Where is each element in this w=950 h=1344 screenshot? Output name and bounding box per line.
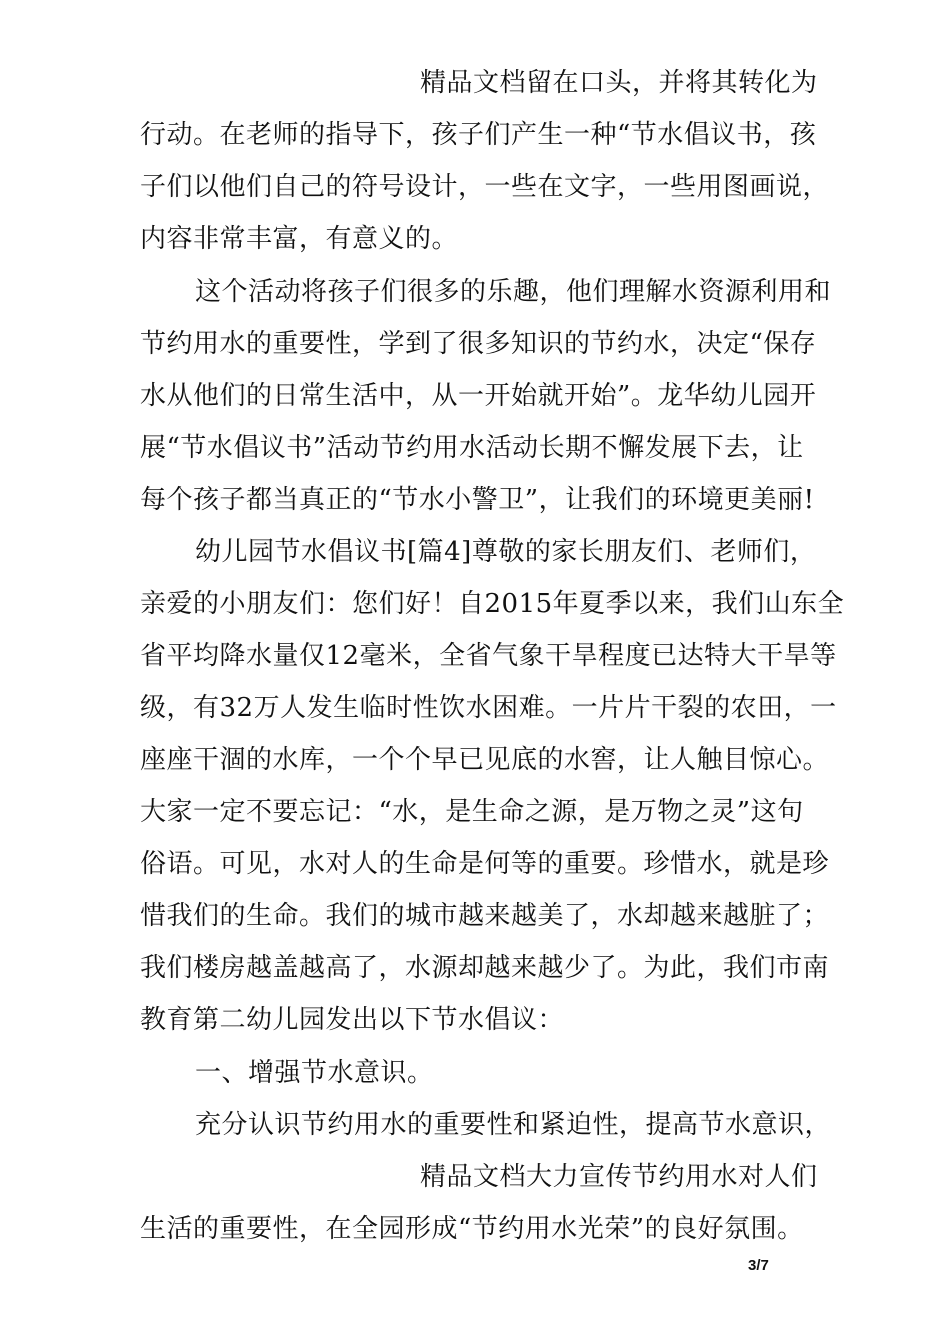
text-line: 大家一定不要忘记：“水，是生命之源，是万物之灵”这句 (140, 797, 804, 827)
text-line: 节约用水的重要性，学到了很多知识的节约水，决定“保存 (140, 329, 817, 359)
text-line-header-1: 精品文档留在口头，并将其转化为 (420, 68, 818, 98)
text-line: 生活的重要性，在全园形成“节约用水光荣”的良好氛围。 (140, 1214, 804, 1244)
paragraph-start: 幼儿园节水倡议书[篇4]尊敬的家长朋友们、老师们， (195, 537, 817, 567)
text-line: 座座干涸的水库，一个个早已见底的水窖，让人触目惊心。 (140, 745, 830, 775)
text-line: 惜我们的生命。我们的城市越来越美了，水却越来越脏了； (140, 901, 830, 931)
text-line: 教育第二幼儿园发出以下节水倡议： (140, 1005, 565, 1035)
text-line: 省平均降水量仅12毫米，全省气象干旱程度已达特大干旱等 (140, 641, 837, 671)
text-line: 我们楼房越盖越高了，水源却越来越少了。为此，我们市南 (140, 953, 830, 983)
page-number: 3/7 (748, 1257, 769, 1274)
text-line: 内容非常丰富，有意义的。 (140, 224, 459, 254)
paragraph-start: 这个活动将孩子们很多的乐趣，他们理解水资源利用和 (195, 277, 832, 307)
text-line-header-2: 精品文档大力宣传节约用水对人们 (420, 1162, 818, 1192)
text-line: 每个孩子都当真正的“节水小警卫”，让我们的环境更美丽! (140, 485, 815, 515)
text-line: 水从他们的日常生活中，从一开始就开始”。龙华幼儿园开 (140, 381, 817, 411)
text-line: 展“节水倡议书”活动节约用水活动长期不懈发展下去，让 (140, 433, 804, 463)
text-line: 亲爱的小朋友们：您们好！自2015年夏季以来，我们山东全 (140, 589, 845, 619)
section-heading: 一、增强节水意识。 (195, 1058, 434, 1088)
text-line: 级，有32万人发生临时性饮水困难。一片片干裂的农田，一 (140, 693, 837, 723)
paragraph-start: 充分认识节约用水的重要性和紧迫性，提高节水意识， (195, 1110, 832, 1140)
text-line: 俗语。可见，水对人的生命是何等的重要。珍惜水，就是珍 (140, 849, 830, 879)
text-line: 子们以他们自己的符号设计，一些在文字，一些用图画说， (140, 172, 830, 202)
text-line: 行动。在老师的指导下，孩子们产生一种“节水倡议书，孩 (140, 120, 817, 150)
